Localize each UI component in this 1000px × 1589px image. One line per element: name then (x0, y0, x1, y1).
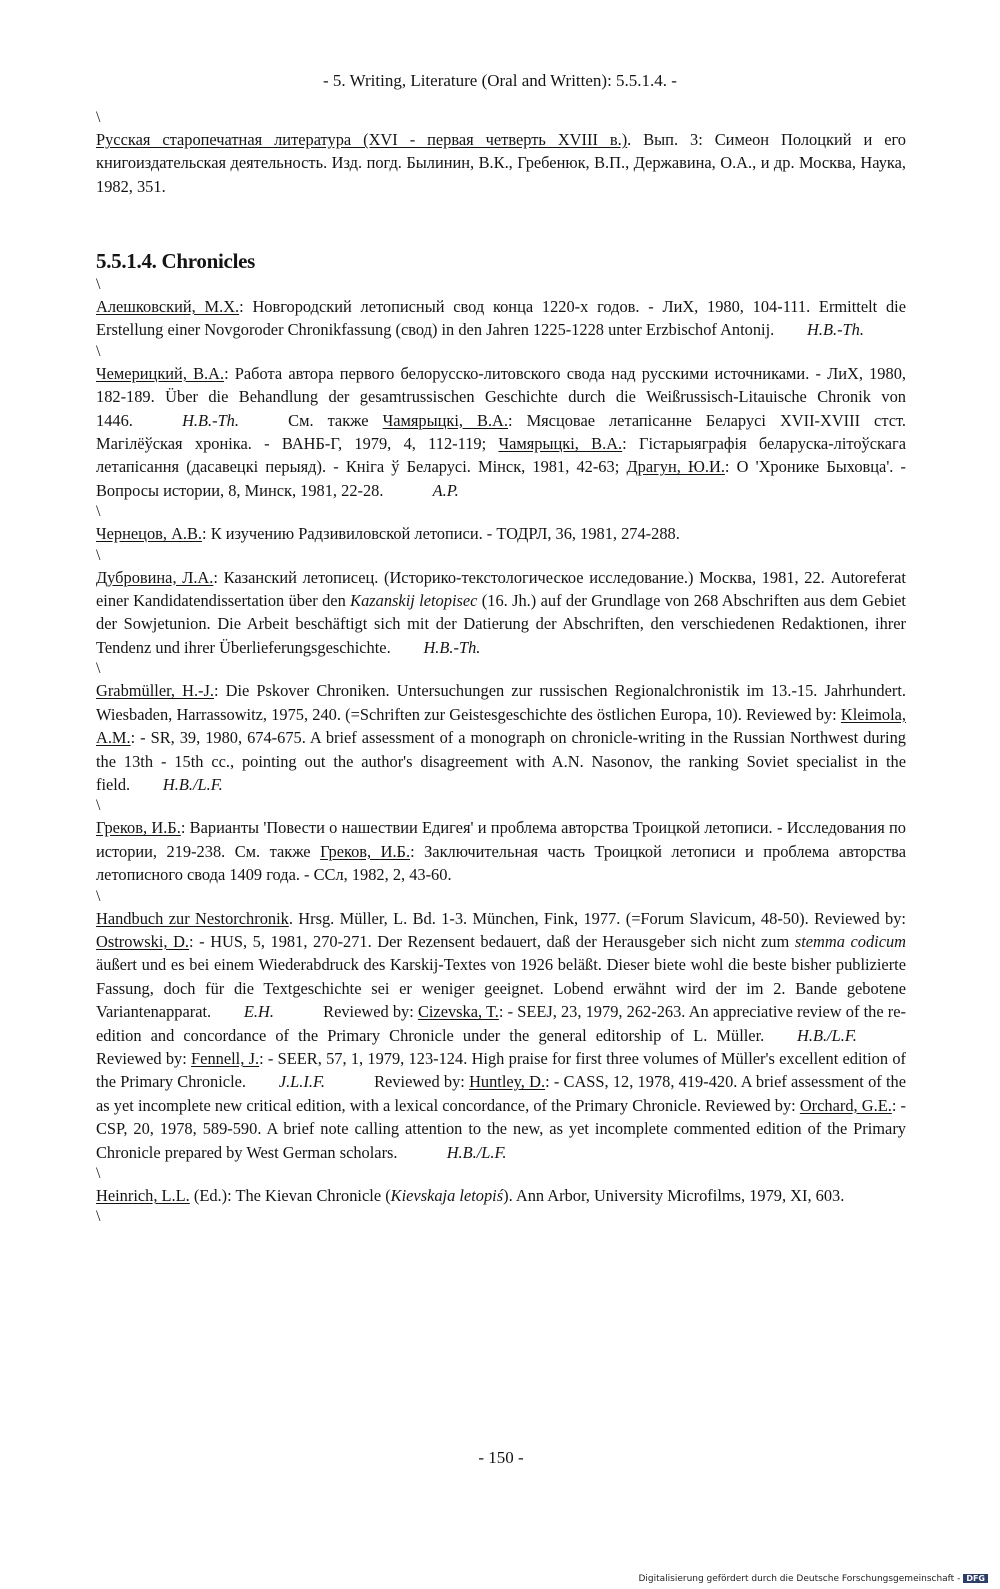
entry-text: : Работа автора первого белорусско-литовского свода над русскими источниками. - ЛиХ, 1980, 182-189. Über die Behandlung der gesamtrussischen Geschichte durch die Weißrussisch-Litauische Chronik von 1446. (96, 363, 906, 430)
bibliography-entry (96, 816, 906, 886)
entry-author: Handbuch zur Nestorchronik (96, 908, 289, 928)
entry-separator: \ (96, 503, 101, 521)
reviewer-initials: H.B.-Th. (423, 637, 481, 657)
cross-reference: Греков, И.Б. (320, 841, 411, 861)
bibliography-entry (96, 566, 906, 660)
italic-title: Kievskaja letopiś (390, 1186, 504, 1205)
entry-text: См. также (288, 410, 369, 430)
italic-term: stemma codicum (794, 931, 906, 951)
entry-text: Reviewed by: (374, 1072, 465, 1092)
section-title: 5.5.1.4. Chronicles (96, 249, 255, 273)
reviewer-initials: H.B.-Th. (807, 320, 864, 340)
reviewer-name: Orchard, G.E. (799, 1095, 892, 1115)
reviewer-initials: E.H. (243, 1002, 274, 1022)
bibliography-entry (96, 295, 906, 342)
entry-text: Reviewed by: (96, 1048, 187, 1068)
entry-author: Дубровина, Л.А. (96, 567, 214, 587)
entry-text: : - SEEJ, 23, 1979, 262-263. An appreciative review of the re-edition and concordance of the Primary Chronicle under the general editorship of L. Müller. (96, 1002, 906, 1045)
italic-title: Kazanskij letopisec (350, 591, 478, 611)
entry-text: : - CSP, 20, 1978, 589-590. A brief note calling attention to the new, as yet incomplete commented edition of the Primary Chronicle prepared by West German scholars. (96, 1095, 906, 1162)
entry-text: : - SR, 39, 1980, 674-675. A brief assessment of a monograph on chronicle-writing in the Russian Northwest during the 13th - 15th cc., pointing out the author's disagreement with A.N. Nasonov, the ranking Soviet specialist in the field. (96, 728, 906, 794)
reviewer-initials: H.B.-Th. (182, 410, 239, 430)
entry-text: : Мясцовае летапісанне Беларусі XVII-XVIII стст. Магілёўская хроніка. - ВАНБ-Г, 1979, 4, 112-119; (96, 410, 906, 454)
reviewer-name: Huntley, D. (469, 1072, 546, 1092)
entry-author: Heinrich, L.L. (96, 1186, 190, 1205)
entry-text: : Гістарыяграфія беларуска-літоўскага летапісання (дасавецкі перыяд). - Кніга ў Беларусі. Мінск, 1981, 42-63; (96, 434, 906, 477)
reviewer-initials: A.P. (432, 480, 459, 500)
footer-text: Digitalisierung gefördert durch die Deutsche Forschungsgemeinschaft - (638, 1574, 961, 1584)
entry-separator: \ (96, 342, 101, 360)
running-head: - 5. Writing, Literature (Oral and Written): 5.5.1.4. - (323, 71, 677, 90)
entry-text: . Вып. 3: Симеон Полоцкий и его книгоиздательская деятельность. Изд. погд. Былинин, В.К., Гребенюк, В.П., Державина, О.А., и др. Москва, Наука, 1982, 351. (96, 130, 906, 196)
entry-text: (16. Jh.) auf der Grundlage von 268 Abschriften aus dem Gebiet der Sowjetunion. Die Arbeit beschäftigt sich mit der Datierung der Abschriften, den verschiedenen Redaktionen, ihrer Tendenz und ihrer Überlieferungsgeschichte. (96, 591, 906, 657)
reviewer-initials: J.L.I.F. (278, 1072, 325, 1092)
entry-text: ). Ann Arbor, University Microfilms, 1979, XI, 603. (503, 1186, 845, 1205)
entry-title: Русская старопечатная литература (XVI - первая четверть XVIII в.) (96, 130, 628, 149)
reviewer-name: Cizevska, T. (417, 1002, 499, 1022)
entry-text: : Die Pskover Chroniken. Untersuchungen zur russischen Regionalchronistik im 13.-15. Jahrhundert. Wiesbaden, Harrassowitz, 1975, 240. (=Schriften zur Geistesgeschichte des östlichen Europa, 10). Reviewed by: (96, 681, 906, 724)
entry-author: Алешковский, М.Х. (96, 297, 240, 316)
entry-text: : - SEER, 57, 1, 1979, 123-124. High praise for first three volumes of Müller's excellent edition of the Primary Chronicle. (96, 1048, 906, 1092)
entry-author: Чернецов, А.В. (96, 524, 203, 544)
reviewer-initials: H.B./L.F. (797, 1025, 857, 1045)
bibliography-entry (96, 522, 906, 545)
page-number: - 150 - (478, 1448, 524, 1467)
entry-text: äußert und es bei einem Wiederabdruck des Karskij-Textes von 1926 beläßt. Dieser biete wohl die beste bisher publizierte Fassung, doch für die Textgeschichte sei er weniger geeignet. Lobend erwähnt wird der im 2. Bande gebotene Variantenapparat. (96, 955, 906, 1022)
dfg-logo: DFG (963, 1574, 988, 1583)
bibliography-entry (96, 907, 906, 1164)
entry-separator: \ (96, 797, 101, 815)
bibliography-entry (96, 362, 906, 502)
entry-author: Греков, И.Б. (96, 818, 181, 838)
entry-author: Чемерицкий, В.А. (96, 363, 225, 383)
cross-reference: Драгун, Ю.И. (626, 457, 725, 477)
entry-author: Grabmüller, H.-J. (96, 681, 214, 701)
entry-text: : Заключительная часть Троицкой летописи и проблема авторства летописного свода 1409 года. - ССл, 1982, 2, 43-60. (96, 841, 906, 885)
entry-text: Reviewed by: (323, 1002, 414, 1022)
reviewer-initials: H.B./L.F. (162, 774, 223, 794)
bibliography-entry (96, 1184, 906, 1207)
entry-text: : Новгородский летописный свод конца 1220-х годов. - ЛиХ, 1980, 104-111. Ermittelt die Erstellung einer Novgoroder Chronikfassung (свод) in den Jahren 1225-1228 unter Erzbischof Antonij. (96, 297, 906, 340)
reviewer-initials: H.B./L.F. (446, 1142, 507, 1162)
cross-reference: Чамярыцкі, В.А. (382, 410, 508, 430)
entry-text: : - HUS, 5, 1981, 270-271. Der Rezensent bedauert, daß der Herausgeber sich nicht zum (189, 931, 790, 951)
entry-separator: \ (96, 546, 101, 564)
entry-text: (Ed.): The Kievan Chronicle ( (193, 1186, 391, 1205)
entry-separator: \ (96, 109, 101, 126)
entry-text: . Hrsg. Müller, L. Bd. 1-3. München, Fink, 1977. (=Forum Slavicum, 48-50). Reviewed by: (288, 908, 906, 928)
cross-reference: Чамярыцкі, В.А. (498, 434, 623, 454)
bibliography-entry (96, 128, 906, 198)
reviewer-name: Fennell, J. (191, 1048, 260, 1068)
entry-text: : - CASS, 12, 1978, 419-420. A brief assessment of the as yet incomplete new critical edition, with a lexical concordance, of the Primary Chronicle. Reviewed by: (96, 1072, 906, 1115)
entry-separator: \ (96, 1165, 101, 1182)
reviewer-name: Ostrowski, D. (96, 931, 190, 951)
entry-separator: \ (96, 276, 101, 293)
entry-text: : К изучению Радзивиловской летописи. - ТОДРЛ, 36, 1981, 274-288. (202, 524, 680, 544)
entry-text: : Варианты 'Повести о нашествии Едигея' и проблема авторства Троицкой летописи. - Исследования по истории, 219-238. См. также (96, 818, 906, 861)
reviewer-name: Kleimola, A.M. (96, 704, 906, 748)
entry-separator: \ (96, 887, 101, 905)
entry-separator: \ (96, 1208, 101, 1226)
entry-separator: \ (96, 660, 101, 678)
entry-text: : О 'Хронике Быховца'. - Вопросы истории, 8, Минск, 1981, 22-28. (96, 457, 906, 500)
footer (638, 1574, 988, 1584)
entry-text: : Казанский летописец. (Историко-текстологическое исследование.) Москва, 1981, 22. Autoreferat einer Kandidatendissertation über den (96, 567, 906, 611)
bibliography-entry (96, 679, 906, 796)
